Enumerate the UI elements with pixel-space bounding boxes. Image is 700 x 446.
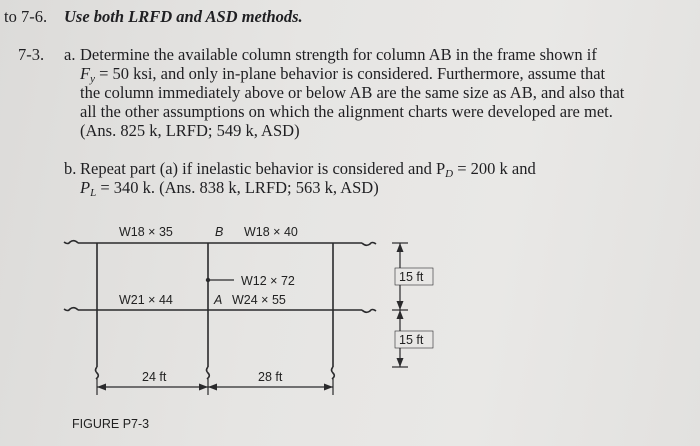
height-upper-label: 15 ft <box>399 270 424 284</box>
top-right-beam-label: W18 × 40 <box>244 225 298 239</box>
top-left-beam-label: W18 × 35 <box>119 225 173 239</box>
mid-left-beam-label: W21 × 44 <box>119 293 173 307</box>
break-mark-top-right <box>362 243 376 246</box>
joint-b-label: B <box>215 225 224 239</box>
instruction: Use both LRFD and ASD methods. <box>64 7 303 26</box>
problem-number: 7-3. <box>18 45 45 64</box>
part-a-answer: (Ans. 825 k, LRFD; 549 k, ASD) <box>80 121 300 140</box>
part-a-line-1: Determine the available column strength for column AB in the frame shown if <box>80 45 597 64</box>
problem-range: to 7-6. <box>4 7 48 26</box>
joint-a-label: A <box>214 293 223 307</box>
part-b-line-1: Repeat part (a) if inelastic behavior is considered and $P_D = 200$ k and <box>80 159 536 180</box>
span-right-label: 28 ft <box>258 370 283 384</box>
part-a-line-2: $F_y = 50$ ksi, and only in-plane behavior is considered. Furthermore, assume that <box>80 64 606 85</box>
break-mark-col-mid <box>207 367 210 379</box>
height-lower-label: 15 ft <box>399 333 424 347</box>
break-mark-col-left <box>96 367 99 379</box>
span-left-label: 24 ft <box>142 370 167 384</box>
part-a-line-3: the column immediately above or below AB are the same size as AB, and also that <box>80 83 625 102</box>
part-a-line-4: all the other assumptions on which the alignment charts were developed are met. <box>80 102 613 121</box>
part-b-label: b. <box>64 159 77 178</box>
break-mark-top-left <box>64 241 78 244</box>
part-b-line-2: $P_L = 340$ k. (Ans. 838 k, LRFD; 563 k, ASD) <box>80 178 379 199</box>
figure-caption: FIGURE P7-3 <box>72 417 150 431</box>
break-mark-col-right <box>332 367 335 379</box>
break-mark-mid-left <box>64 308 78 311</box>
break-mark-mid-right <box>362 310 376 313</box>
part-a-label: a. <box>64 45 76 64</box>
mid-right-beam-label: W24 × 55 <box>232 293 286 307</box>
column-ab-label: W12 × 72 <box>241 274 295 288</box>
